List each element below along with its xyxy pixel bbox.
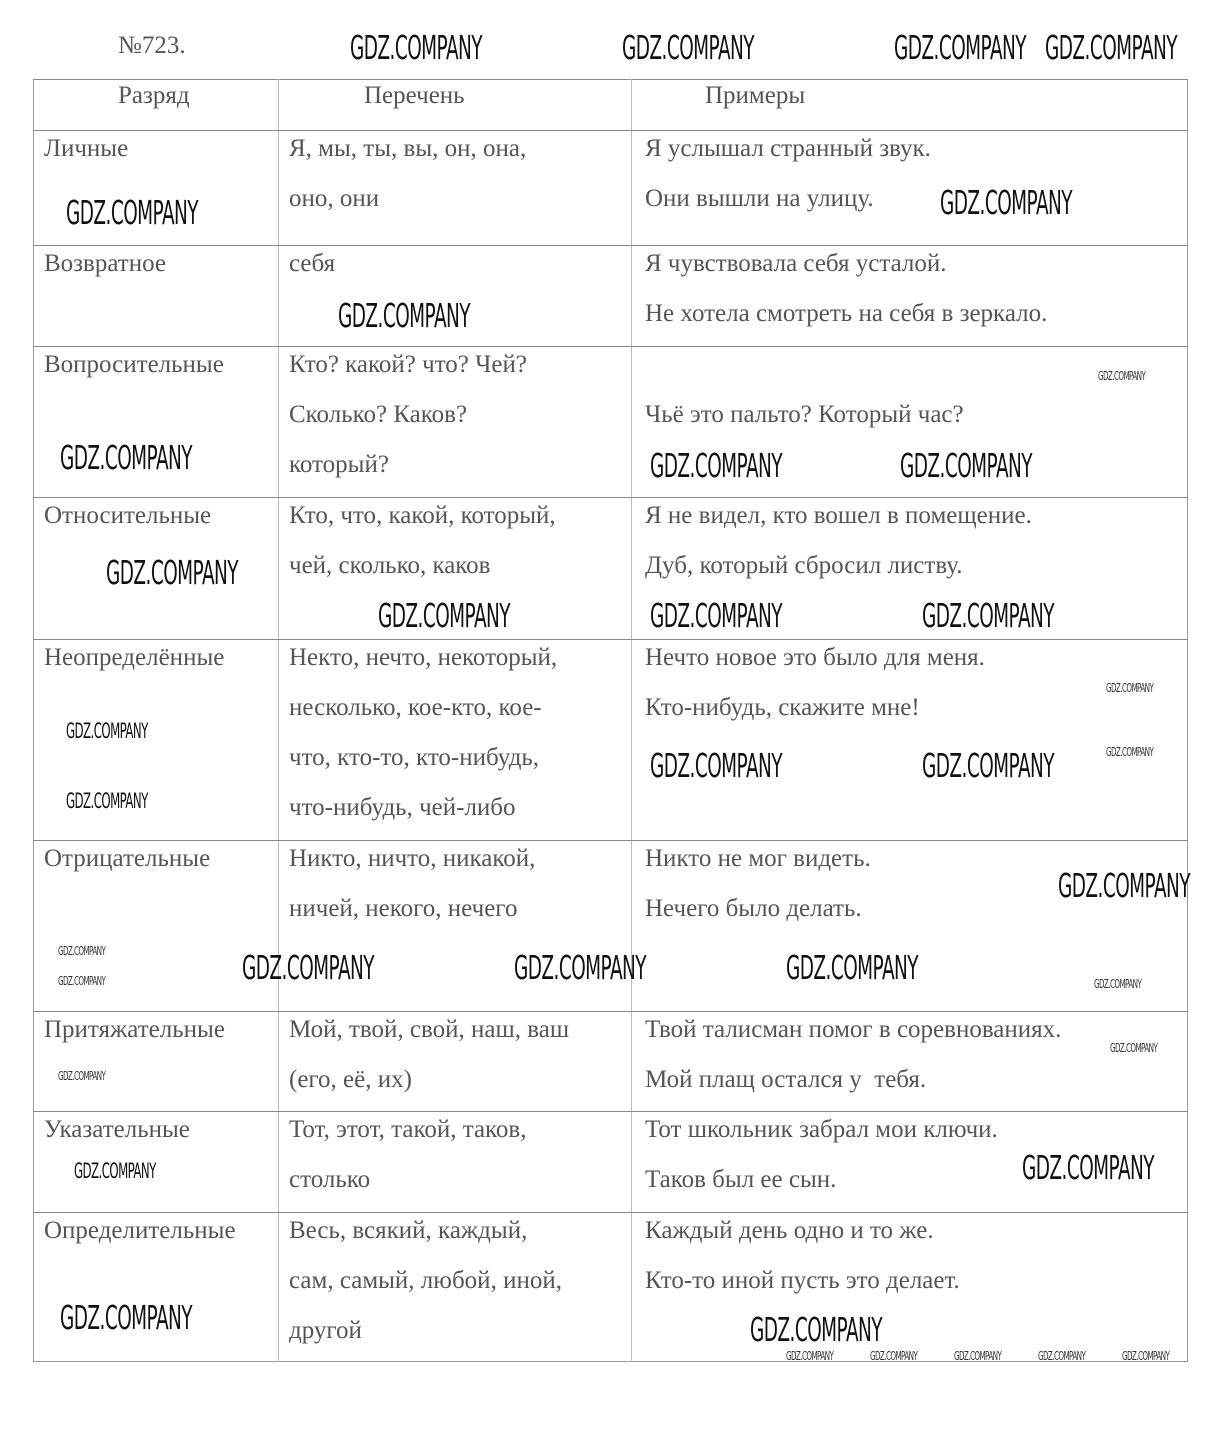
- watermark: GDZ.COMPANY: [1022, 1148, 1155, 1187]
- watermark: GDZ.COMPANY: [954, 1349, 1002, 1363]
- watermark: GDZ.COMPANY: [870, 1349, 918, 1363]
- row-divider: [33, 1111, 1188, 1112]
- table-cell-list: Весь, всякий, каждый, сам, самый, любой, иной, другой: [289, 1217, 562, 1344]
- table-cell-category: Личные: [44, 135, 129, 162]
- watermark: GDZ.COMPANY: [786, 948, 919, 987]
- watermark: GDZ.COMPANY: [58, 974, 106, 988]
- table-cell-category: Отрицательные: [44, 845, 211, 872]
- table-cell-examples: Нечто новое это было для меня. Кто-нибудь, скажите мне!: [645, 644, 985, 721]
- table-cell-category: Указательные: [44, 1116, 190, 1143]
- watermark: GDZ.COMPANY: [58, 944, 106, 958]
- watermark: GDZ.COMPANY: [922, 596, 1055, 635]
- table-cell-list: Я, мы, ты, вы, он, она, оно, они: [289, 135, 527, 212]
- table-cell-examples: Твой талисман помог в соревнованиях. Мой плащ остался у тебя.: [645, 1016, 1062, 1093]
- watermark: GDZ.COMPANY: [750, 1310, 883, 1349]
- watermark: GDZ.COMPANY: [650, 746, 783, 785]
- watermark: GDZ.COMPANY: [940, 183, 1073, 222]
- watermark: GDZ.COMPANY: [1106, 745, 1154, 759]
- watermark: GDZ.COMPANY: [1045, 28, 1178, 67]
- table-cell-list: Кто, что, какой, который, чей, сколько, каков: [289, 502, 556, 579]
- exercise-number: №723.: [118, 32, 186, 59]
- table-cell-category: Вопросительные: [44, 351, 224, 378]
- watermark: GDZ.COMPANY: [1122, 1349, 1170, 1363]
- header-category: Разряд: [118, 82, 190, 109]
- table-cell-category: Возвратное: [44, 250, 167, 277]
- watermark: GDZ.COMPANY: [66, 193, 199, 232]
- table-cell-examples: Чьё это пальто? Который час?: [645, 401, 964, 428]
- header-list: Перечень: [364, 82, 465, 109]
- watermark: GDZ.COMPANY: [786, 1349, 834, 1363]
- watermark: GDZ.COMPANY: [1110, 1041, 1158, 1055]
- watermark: GDZ.COMPANY: [66, 719, 148, 743]
- table-cell-category: Притяжательные: [44, 1016, 225, 1043]
- table-cell-category: Неопределённые: [44, 644, 225, 671]
- watermark: GDZ.COMPANY: [60, 438, 193, 477]
- table-cell-category: Относительные: [44, 502, 212, 529]
- watermark: GDZ.COMPANY: [894, 28, 1027, 67]
- watermark: GDZ.COMPANY: [350, 28, 483, 67]
- watermark: GDZ.COMPANY: [338, 296, 471, 335]
- row-divider: [33, 130, 1188, 131]
- watermark: GDZ.COMPANY: [922, 746, 1055, 785]
- watermark: GDZ.COMPANY: [378, 596, 511, 635]
- table-cell-list: Мой, твой, свой, наш, ваш (его, её, их): [289, 1016, 570, 1093]
- column-divider: [631, 79, 632, 1362]
- watermark: GDZ.COMPANY: [622, 28, 755, 67]
- watermark: GDZ.COMPANY: [1098, 369, 1146, 383]
- watermark: GDZ.COMPANY: [650, 596, 783, 635]
- column-divider: [278, 79, 279, 1362]
- table-cell-list: Кто? какой? что? Чей? Сколько? Каков? который?: [289, 351, 527, 478]
- watermark: GDZ.COMPANY: [66, 789, 148, 813]
- table-cell-examples: Каждый день одно и то же. Кто-то иной пусть это делает.: [645, 1217, 960, 1294]
- watermark: GDZ.COMPANY: [1094, 977, 1142, 991]
- watermark: GDZ.COMPANY: [900, 446, 1033, 485]
- table-cell-list: себя: [289, 250, 336, 277]
- table-cell-examples: Я услышал странный звук. Они вышли на улицу.: [645, 135, 931, 212]
- watermark: GDZ.COMPANY: [1106, 681, 1154, 695]
- watermark: GDZ.COMPANY: [242, 948, 375, 987]
- watermark: GDZ.COMPANY: [74, 1159, 156, 1183]
- table-cell-examples: Никто не мог видеть. Нечего было делать.: [645, 845, 871, 922]
- table-cell-list: Никто, ничто, никакой, ничей, некого, нечего: [289, 845, 536, 922]
- table-cell-category: Определительные: [44, 1217, 236, 1244]
- watermark: GDZ.COMPANY: [650, 446, 783, 485]
- watermark: GDZ.COMPANY: [106, 553, 239, 592]
- watermark: GDZ.COMPANY: [1058, 866, 1191, 905]
- table-cell-examples: Я чувствовала себя усталой. Не хотела смотреть на себя в зеркало.: [645, 250, 1048, 327]
- watermark: GDZ.COMPANY: [1038, 1349, 1086, 1363]
- header-examples: Примеры: [705, 82, 806, 109]
- table-cell-examples: Я не видел, кто вошел в помещение. Дуб, который сбросил листву.: [645, 502, 1032, 579]
- watermark: GDZ.COMPANY: [60, 1298, 193, 1337]
- watermark: GDZ.COMPANY: [514, 948, 647, 987]
- watermark: GDZ.COMPANY: [58, 1069, 106, 1083]
- table-cell-list: Тот, этот, такой, таков, столько: [289, 1116, 527, 1193]
- table-cell-list: Некто, нечто, некоторый, несколько, кое-кто, кое- что, кто-то, кто-нибудь, что-нибудь, чей-либо: [289, 644, 558, 821]
- table-cell-examples: Тот школьник забрал мои ключи. Таков был ее сын.: [645, 1116, 998, 1193]
